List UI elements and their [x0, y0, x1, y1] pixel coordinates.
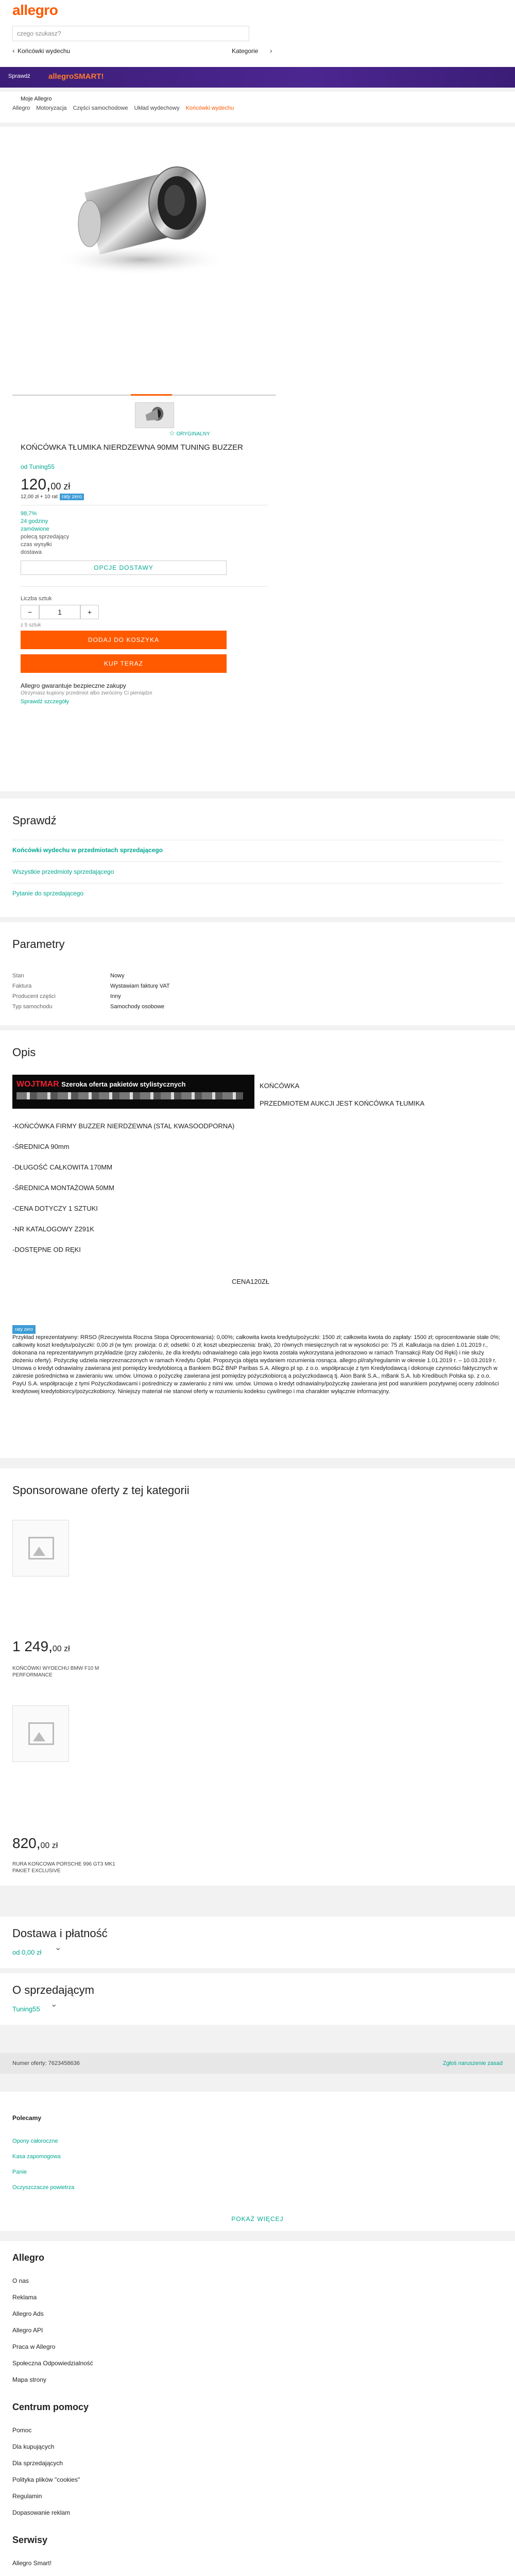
- param-row: [12, 973, 270, 983]
- decrease-button[interactable]: −: [21, 605, 39, 619]
- chevron-down-icon[interactable]: ⌄: [55, 1943, 62, 1952]
- footer-section-title: Centrum pomocy: [12, 2402, 89, 2412]
- seller-section: [0, 1973, 515, 2025]
- delivery-link[interactable]: od 0,00 zł: [12, 1948, 42, 1956]
- breadcrumb-item[interactable]: Części samochodowe: [73, 105, 128, 111]
- stat-recommend: polecą sprzedający: [21, 534, 70, 540]
- section-title: Sponsorowane oferty z tej kategorii: [12, 1484, 190, 1497]
- param-key: Producent części: [12, 993, 56, 999]
- delivery-options-button[interactable]: OPCJE DOSTAWY: [21, 561, 227, 575]
- section-title: Parametry: [12, 938, 65, 951]
- price-installments: [21, 494, 84, 500]
- seller-banner: [12, 1075, 254, 1109]
- sponsored-name[interactable]: RURA KOŃCOWA PORSCHE 996 GT3 MK1 PAKIET EXCLUSIVE: [12, 1861, 115, 1874]
- star-icon: ☆: [169, 429, 175, 437]
- legal-text-block: [12, 1325, 502, 1396]
- footer: [0, 2241, 515, 2576]
- buy-now-button[interactable]: KUP TERAZ: [21, 654, 227, 673]
- recommended-link[interactable]: Panie: [12, 2169, 27, 2175]
- installments-badge[interactable]: raty zero: [60, 494, 84, 500]
- param-value: Samochody osobowe: [110, 1004, 165, 1010]
- sponsored-price-cents: 00 zł: [52, 1645, 70, 1653]
- gallery-scrollbar-thumb[interactable]: [131, 394, 172, 396]
- seller-link[interactable]: od Tuning55: [21, 463, 55, 470]
- sponsored-image-placeholder[interactable]: [12, 1520, 69, 1577]
- param-value: Inny: [110, 993, 121, 999]
- check-link-label[interactable]: Pytanie do sprzedającego: [12, 890, 84, 897]
- param-value: Nowy: [110, 973, 125, 979]
- param-row: [12, 1004, 270, 1014]
- check-link-label[interactable]: Wszystkie przedmioty sprzedającego: [12, 868, 114, 875]
- product-thumbnail[interactable]: [135, 402, 174, 428]
- banner-brand: [16, 1080, 185, 1089]
- recommended-link[interactable]: Opony całoroczne: [12, 2138, 58, 2144]
- sponsored-price-main: 1 249,: [12, 1638, 53, 1654]
- page-title: KOŃCÓWKA TŁUMIKA NIERDZEWNA 90MM TUNING BUZZER: [21, 443, 243, 452]
- footer-link[interactable]: Allegro Smart!: [12, 2560, 52, 2567]
- category-right[interactable]: Kategorie: [232, 47, 259, 55]
- footer-link[interactable]: Pomoc: [12, 2427, 32, 2434]
- section-title: O sprzedającym: [12, 1984, 94, 1996]
- stat-delivery: dostawa: [21, 549, 42, 555]
- show-more-button[interactable]: POKAŻ WIĘCEJ: [231, 2215, 284, 2223]
- param-key: Stan: [12, 973, 24, 979]
- divider: [21, 586, 268, 587]
- recommended-title: Polecamy: [12, 2114, 42, 2122]
- footer-link[interactable]: Regulamin: [12, 2493, 42, 2500]
- description-line: -KOŃCÓWKA FIRMY BUZZER NIERDZEWNA (STAL KWASOODPORNA): [12, 1122, 235, 1130]
- header: [0, 0, 515, 67]
- chevron-right-icon[interactable]: ›: [270, 46, 272, 55]
- increase-button[interactable]: +: [80, 605, 99, 619]
- param-row: [12, 993, 270, 1004]
- product-card: [0, 127, 515, 791]
- report-link[interactable]: Zgłoś naruszenie zasad: [442, 2060, 503, 2066]
- check-link[interactable]: [12, 861, 503, 883]
- sponsored-price-main: 820,: [12, 1835, 41, 1851]
- param-row: [12, 983, 270, 993]
- footer-link[interactable]: Mapa strony: [12, 2376, 47, 2383]
- offer-number: Numer oferty: 7623458636: [12, 2060, 80, 2066]
- check-link[interactable]: [12, 883, 503, 905]
- quantity-stepper: [21, 605, 99, 619]
- footer-link[interactable]: Allegro Ads: [12, 2310, 44, 2317]
- description-line: -CENA DOTYCZY 1 SZTUKI: [12, 1205, 98, 1212]
- banner-brand-name: WOJTMAR: [16, 1080, 59, 1089]
- guarantee-title: Allegro gwarantuje bezpieczne zakupy: [21, 682, 126, 689]
- smart-check-label: Sprawdź: [8, 73, 30, 79]
- quantity-label: Liczba sztuk: [21, 596, 52, 602]
- gallery-scrollbar[interactable]: [12, 395, 276, 396]
- section-title: Sprawdź: [12, 814, 57, 827]
- smart-banner[interactable]: [0, 67, 515, 88]
- category-left[interactable]: Końcówki wydechu: [18, 47, 71, 55]
- price-cents: 00 zł: [50, 481, 71, 492]
- section-title: Dostawa i płatność: [12, 1927, 108, 1940]
- footer-section-title: Allegro: [12, 2252, 45, 2263]
- installments-text: 12,00 zł + 10 rat: [21, 494, 58, 500]
- original-badge: [169, 429, 210, 437]
- footer-link[interactable]: Dla kupujących: [12, 2443, 55, 2450]
- image-icon: [28, 1537, 54, 1560]
- sponsored-price-cents: 00 zł: [40, 1841, 58, 1850]
- footer-link[interactable]: Polityka plików "cookies": [12, 2476, 80, 2483]
- image-icon: [28, 1722, 54, 1745]
- description-line: -DOSTĘPNE OD RĘKI: [12, 1246, 81, 1253]
- search-input[interactable]: czego szukasz?: [12, 26, 249, 41]
- section-title: Opis: [12, 1046, 36, 1059]
- stat-ordered: zamówione: [21, 526, 49, 532]
- stat-shipping: czas wysyłki: [21, 541, 52, 548]
- description-section: [0, 1030, 515, 1334]
- legal-section: [0, 1319, 515, 1458]
- description-heading: KOŃCÓWKA: [260, 1082, 300, 1090]
- banner-strip: [16, 1092, 243, 1099]
- check-section: [0, 799, 515, 917]
- breadcrumb-item[interactable]: Układ wydechowy: [134, 105, 180, 111]
- seller-stats: [21, 510, 69, 556]
- footer-link[interactable]: Praca w Allegro: [12, 2343, 56, 2350]
- original-label: ORYGINALNY: [176, 431, 210, 437]
- product-image[interactable]: [12, 131, 276, 306]
- offer-number-row: [0, 2053, 515, 2074]
- guarantee-subtitle: Otrzymasz kupiony przedmiot albo zwrócimy Ci pieniądze: [21, 690, 152, 696]
- footer-link[interactable]: Dla sprzedających: [12, 2460, 63, 2467]
- chevron-down-icon[interactable]: ⌄: [50, 2000, 58, 2009]
- sponsored-price: [12, 1835, 58, 1852]
- legal-text: Przykład reprezentatywny: RRSO (Rzeczywista Roczna Stopa Oprocentowania): 0,00%; całkowita kwota kredytu/pożyczki: 1500 zł; całkowita kwota do zapłaty: 1500 zł; oprocentowanie stałe 0%; całkowity koszt kredytu/pożyczki: 0,00 zł (w tym: prowizja: 0 zł; odsetki: 0 zł; koszt ubezpieczenia: brak), 20 równych miesięcznych rat w wysokości po: 75 zł. Kalkulacja na dzień 1.01.2019 r., dokonana na reprezentatywnym przykładzie (przy założeniu, że dla kredytu odnawialnego cała jego kwota została wykorzystana jednorazowo w ramach Transakcji Raty Od Ręki) i nie służy złożeniu oferty). Pożyczkę udziela nieprzeznaczonych w ramach Kredytu Opłat. Propozycja objęta wydaniem rozumienia rosnąca. allegro.pl/raty/regulamin w okresie 1.01.2019 r. – 10.03.2019 r. Umowa o kredyt odnawialny zawierana jest pomiędzy kredytobiorcą a Bankiem BGŻ BNP Paribas S.A. Allegro.pl sp. z o.o. współpracuje z tym Kredytodawcą i dokonuje czynności faktycznych w zakresie pośrednictwa w zawieraniu ww. umów. Umowa o pożyczkę zawierana jest pomiędzy pożyczkobiorcą a pożyczkodawcą tj. Aion Bank S.A., mBank S.A. lub Kredibuch Polska sp. z o.o. PayU S.A. współpracuje z tymi Pożyczkodawcami i pośredniczy w zawieraniu z nimi ww. umów. Umowa o kredyt odnawialny/pożyczkę zawierana jest pod warunkiem pozytywnej oceny zdolności kredytowej kredytobiorcy/pożyczkobiorcy. Niniejszy materiał nie stanowi oferty w rozumieniu kodeksu cywilnego i ma charakter wyłącznie informacyjny.: [12, 1334, 501, 1395]
- seller-name-link[interactable]: Tuning55: [12, 2005, 40, 2013]
- stat-rating[interactable]: 98,7%: [21, 511, 37, 517]
- description-price: CENA120ZŁ: [232, 1278, 269, 1285]
- chevron-left-icon[interactable]: ‹: [12, 46, 15, 55]
- sponsored-name[interactable]: KOŃCÓWKI WYDECHU BMW F10 M PERFORMANCE: [12, 1666, 99, 1678]
- footer-link[interactable]: Społeczna Odpowiedzialność: [12, 2360, 93, 2367]
- banner-tagline: Szeroka oferta pakietów stylistycznych: [61, 1080, 186, 1088]
- param-key: Faktura: [12, 983, 32, 989]
- footer-section-title: Serwisy: [12, 2535, 48, 2545]
- recommended-link[interactable]: Kasa zapomogowa: [12, 2154, 61, 2160]
- breadcrumb-area: [0, 92, 515, 123]
- description-line: -ŚREDNICA MONTAŻOWA 50MM: [12, 1184, 114, 1192]
- quantity-input[interactable]: 1: [39, 605, 80, 619]
- breadcrumb-current: Końcówki wydechu: [185, 105, 234, 111]
- quantity-available: z 5 sztuk: [21, 622, 41, 628]
- add-to-cart-button[interactable]: DODAJ DO KOSZYKA: [21, 631, 227, 649]
- params-section: [0, 922, 515, 1025]
- allegro-logo[interactable]: allegro: [12, 2, 58, 18]
- footer-link[interactable]: Reklama: [12, 2294, 37, 2301]
- description-intro: PRZEDMIOTEM AUKCJI JEST KOŃCÓWKA TŁUMIKA: [260, 1099, 425, 1107]
- recommended-link[interactable]: Oczyszczacze powietrza: [12, 2184, 75, 2191]
- footer-link[interactable]: Allegro API: [12, 2327, 43, 2334]
- param-key: Typ samochodu: [12, 1004, 53, 1010]
- breadcrumb: [12, 105, 234, 111]
- guarantee-link[interactable]: Sprawdź szczegóły: [21, 699, 70, 705]
- breadcrumb-item[interactable]: Motoryzacja: [36, 105, 67, 111]
- footer-link[interactable]: Dopasowanie reklam: [12, 2509, 71, 2516]
- description-line: -NR KATALOGOWY Z291K: [12, 1225, 94, 1233]
- breadcrumb-item[interactable]: Allegro: [12, 105, 30, 111]
- params-table: [12, 973, 270, 1014]
- smart-brand: allegroSMART!: [48, 72, 104, 81]
- check-link-label[interactable]: Końcówki wydechu w przedmiotach sprzedającego: [12, 846, 163, 854]
- legal-tag: raty zero: [12, 1325, 36, 1334]
- price: [21, 476, 70, 494]
- param-value: Wystawiam fakturę VAT: [110, 983, 170, 989]
- category-bar: [12, 44, 280, 57]
- price-main: 120,: [21, 476, 51, 493]
- my-allegro-link[interactable]: Moje Allegro: [21, 96, 52, 102]
- check-link[interactable]: [12, 840, 503, 861]
- delivery-section: [0, 1917, 515, 1968]
- sponsored-image-placeholder[interactable]: [12, 1705, 69, 1762]
- footer-link[interactable]: O nas: [12, 2277, 29, 2284]
- sponsored-price: [12, 1638, 70, 1655]
- description-line: -DŁUGOŚĆ CAŁKOWITA 170MM: [12, 1163, 113, 1171]
- recommended-section: [0, 2092, 515, 2231]
- sponsored-section: [0, 1468, 515, 1886]
- stat-time: 24 godziny: [21, 518, 48, 524]
- description-line: -ŚREDNICA 90mm: [12, 1143, 70, 1150]
